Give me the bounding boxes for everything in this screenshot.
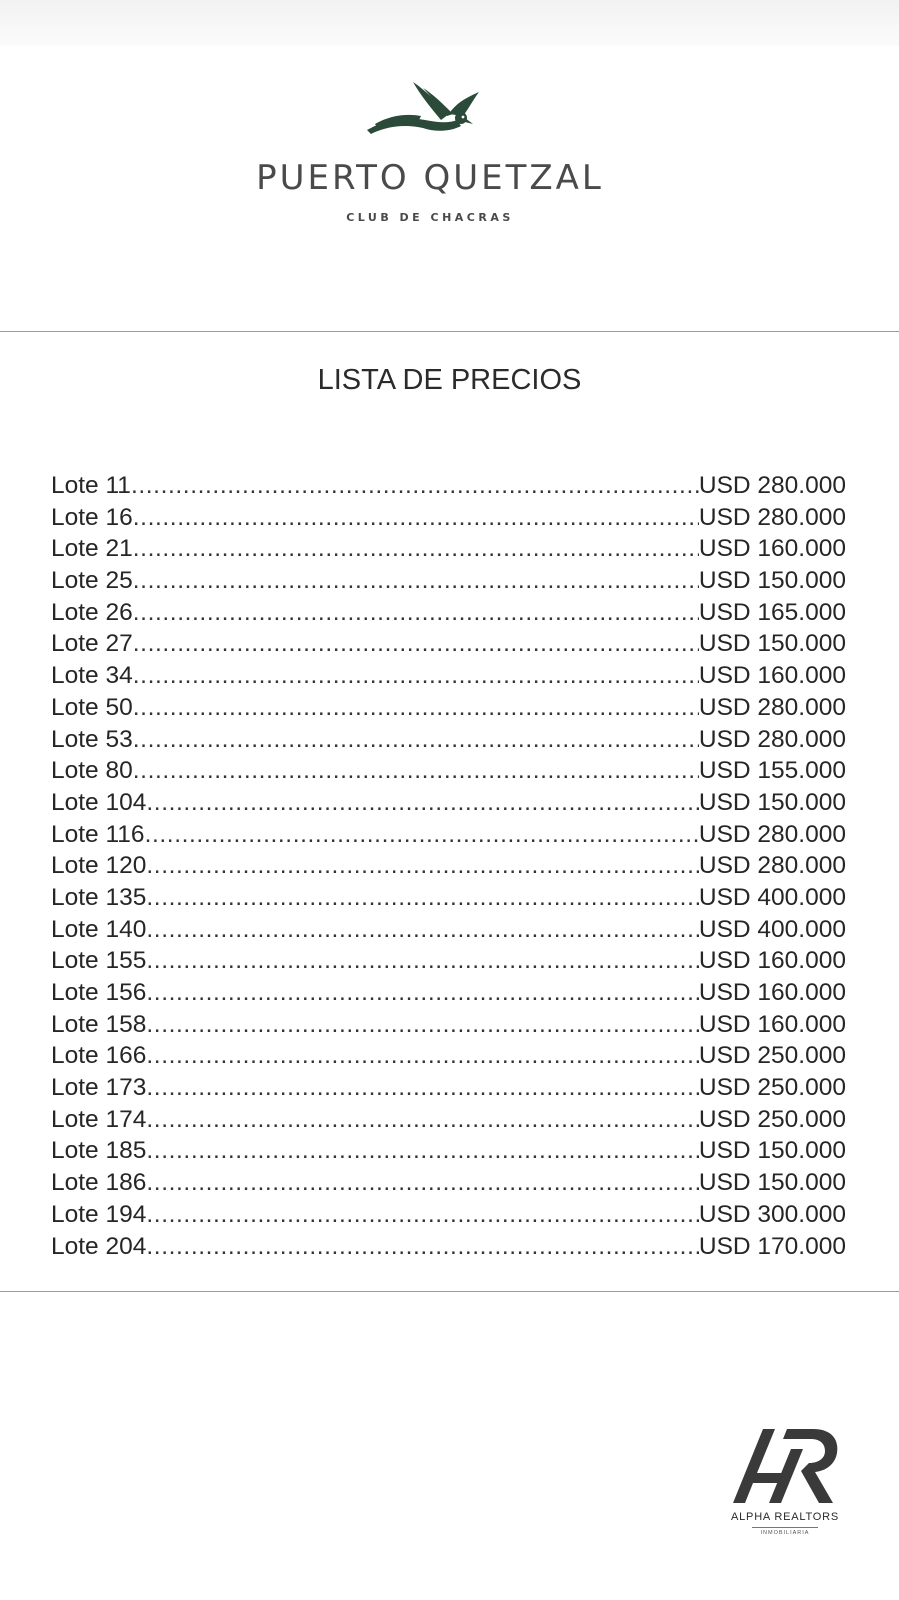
lot-name: Lote 166: [51, 1042, 147, 1070]
dot-leader: [133, 502, 699, 534]
dot-leader: [131, 470, 699, 502]
lot-price: USD 150.000: [698, 1137, 846, 1165]
lot-name: Lote 34: [51, 662, 133, 690]
price-row: [51, 787, 846, 819]
price-row: [51, 1135, 846, 1167]
price-row: [51, 533, 846, 565]
lot-price: USD 280.000: [698, 472, 846, 499]
lot-price: USD 170.000: [698, 1232, 846, 1260]
price-row: [51, 755, 846, 787]
lot-name: Lote 173: [51, 1074, 147, 1102]
dot-leader: [146, 1009, 699, 1041]
price-row: [51, 1040, 846, 1072]
dot-leader: [133, 565, 699, 597]
lot-price: USD 160.000: [698, 535, 846, 563]
ar-monogram-icon: [729, 1425, 841, 1505]
lot-price: USD 280.000: [698, 693, 846, 721]
price-row: [51, 850, 846, 882]
price-row: [51, 660, 846, 692]
price-row: [51, 977, 846, 1009]
dot-leader: [146, 1231, 699, 1263]
lot-price: USD 150.000: [698, 1169, 846, 1197]
lot-price: USD 280.000: [698, 852, 846, 880]
price-row: [51, 1072, 846, 1104]
price-row: [51, 945, 846, 977]
lot-price: USD 400.000: [698, 915, 846, 943]
agency-name: ALPHA REALTORS: [731, 1511, 839, 1523]
dot-leader: [133, 692, 699, 724]
price-row: [51, 597, 846, 629]
dot-leader: [146, 850, 699, 882]
lot-price: USD 150.000: [698, 630, 846, 658]
top-divider: [0, 331, 899, 332]
dot-leader: [146, 945, 699, 977]
price-row: [51, 470, 846, 502]
price-row: [51, 628, 846, 660]
lot-name: Lote 26: [51, 598, 133, 626]
lot-name: Lote 155: [51, 947, 147, 975]
lot-name: Lote 120: [51, 852, 147, 880]
price-row: [51, 502, 846, 534]
lot-name: Lote 53: [51, 725, 133, 753]
price-list: [51, 470, 846, 1262]
dot-leader: [146, 1040, 699, 1072]
bottom-divider: [0, 1291, 899, 1292]
page-title: LISTA DE PRECIOS: [317, 364, 582, 396]
lot-price: USD 150.000: [698, 567, 846, 595]
dot-leader: [146, 1199, 699, 1231]
lot-name: Lote 158: [51, 1010, 147, 1038]
price-row: [51, 724, 846, 756]
lot-name: Lote 185: [51, 1137, 147, 1165]
lot-price: USD 250.000: [698, 1105, 846, 1133]
price-row: [51, 914, 846, 946]
dot-leader: [133, 628, 699, 660]
lot-price: USD 160.000: [698, 947, 846, 975]
lot-name: Lote 11: [51, 472, 131, 499]
price-row: [51, 1104, 846, 1136]
dot-leader: [133, 597, 699, 629]
brand-logo: [180, 80, 680, 240]
price-row: [51, 1231, 846, 1263]
lot-price: USD 250.000: [698, 1042, 846, 1070]
lot-name: Lote 27: [51, 630, 133, 658]
price-row: [51, 819, 846, 851]
dot-leader: [133, 660, 699, 692]
lot-name: Lote 156: [51, 979, 147, 1006]
lot-name: Lote 186: [51, 1169, 147, 1197]
brand-name: PUERTO QUETZAL: [256, 158, 604, 198]
quetzal-bird-icon: [365, 80, 495, 140]
top-band: [0, 0, 899, 46]
dot-leader: [146, 882, 699, 914]
lot-price: USD 280.000: [698, 725, 846, 753]
lot-name: Lote 21: [51, 535, 133, 563]
lot-name: Lote 50: [51, 693, 133, 721]
lot-price: USD 280.000: [698, 820, 846, 848]
lot-price: USD 250.000: [698, 1074, 846, 1102]
lot-name: Lote 194: [51, 1200, 147, 1228]
lot-price: USD 160.000: [698, 1010, 846, 1038]
dot-leader: [146, 1167, 699, 1199]
price-row: [51, 1199, 846, 1231]
dot-leader: [146, 1072, 699, 1104]
agency-subtitle: INMOBILIARIA: [752, 1527, 818, 1536]
lot-price: USD 155.000: [698, 757, 846, 785]
dot-leader: [133, 533, 699, 565]
lot-name: Lote 80: [51, 757, 133, 785]
dot-leader: [133, 755, 699, 787]
dot-leader: [133, 724, 699, 756]
dot-leader: [146, 914, 699, 946]
lot-name: Lote 135: [51, 883, 147, 911]
lot-name: Lote 204: [51, 1232, 147, 1260]
dot-leader: [146, 1135, 699, 1167]
price-row: [51, 882, 846, 914]
brand-subtitle: CLUB DE CHACRAS: [346, 211, 514, 224]
lot-name: Lote 116: [51, 820, 145, 848]
lot-price: USD 150.000: [698, 788, 846, 816]
price-row: [51, 1009, 846, 1041]
lot-price: USD 280.000: [698, 503, 846, 531]
dot-leader: [146, 787, 699, 819]
lot-price: USD 160.000: [698, 662, 846, 690]
price-row: [51, 565, 846, 597]
lot-price: USD 300.000: [698, 1200, 846, 1228]
lot-name: Lote 174: [51, 1105, 147, 1133]
lot-name: Lote 104: [51, 788, 147, 816]
agency-logo: [720, 1425, 850, 1545]
price-row: [51, 692, 846, 724]
dot-leader: [146, 1104, 699, 1136]
dot-leader: [146, 977, 699, 1009]
lot-name: Lote 16: [51, 503, 133, 531]
lot-price: USD 160.000: [698, 979, 846, 1006]
lot-name: Lote 140: [51, 915, 147, 943]
price-row: [51, 1167, 846, 1199]
lot-price: USD 400.000: [698, 883, 846, 911]
lot-price: USD 165.000: [698, 598, 846, 626]
lot-name: Lote 25: [51, 567, 133, 595]
dot-leader: [145, 819, 699, 851]
